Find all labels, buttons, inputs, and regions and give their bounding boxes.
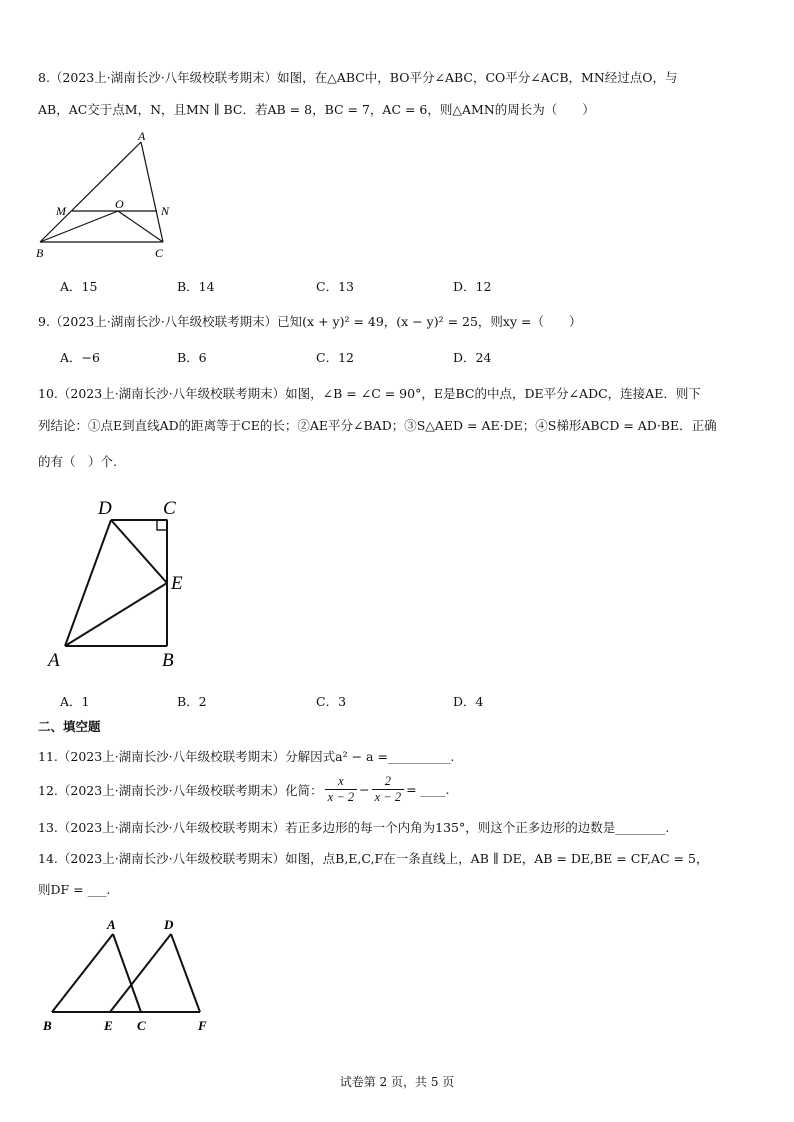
q14-label-c: C: [137, 1018, 146, 1033]
q10-choice-d[interactable]: D．4: [453, 694, 484, 709]
page-footer: 试卷第 2 页，共 5 页: [339, 1075, 455, 1089]
q8-choice-a[interactable]: A．15: [60, 279, 98, 294]
q12-frac2-numerator: 2: [372, 774, 404, 790]
q10-choice-c[interactable]: C．3: [316, 694, 347, 709]
q9-choice-c[interactable]: C．12: [316, 350, 354, 365]
q8-label-o: O: [115, 197, 124, 211]
q10-label-e: E: [171, 573, 183, 594]
q12-prefix: 12.（2023上·湖南长沙·八年级校联考期末）化简：: [38, 782, 323, 798]
q14-figure-triangles: [38, 912, 218, 1037]
q12-frac2-denominator: x − 2: [374, 790, 402, 804]
q14-label-d: D: [164, 917, 174, 932]
q8-label-a: A: [138, 129, 146, 143]
q10-figure-trapezoid: [40, 492, 200, 672]
q12-minus: −: [359, 782, 370, 797]
q8-label-b: B: [36, 246, 44, 260]
q8-choice-b[interactable]: B．14: [177, 279, 215, 294]
q12-fraction-2: [372, 774, 404, 805]
q14-stem-line2: 则DF = ___.: [38, 882, 111, 897]
q14-label-f: F: [198, 1018, 207, 1033]
q10-label-d: D: [98, 498, 112, 519]
q8-figure-triangle-amn: [30, 128, 190, 263]
q10-choice-b[interactable]: B．2: [177, 694, 207, 709]
q10-choice-a[interactable]: A．1: [60, 694, 90, 709]
q10-label-a: A: [48, 650, 60, 671]
q8-stem-line2: AB，AC交于点M，N，且MN ∥ BC．若AB = 8，BC = 7，AC = 6，则△AMN的周长为（ ）: [38, 102, 595, 117]
q8-stem-line1: 8.（2023上·湖南长沙·八年级校联考期末）如图，在△ABC中，BO平分∠ABC，CO平分∠ACB，MN经过点O，与: [38, 70, 678, 85]
q12-stem: [38, 774, 450, 805]
q13-stem: 13.（2023上·湖南长沙·八年级校联考期末）若正多边形的每一个内角为135°，则这个正多边形的边数是________.: [38, 820, 670, 835]
q14-label-e: E: [104, 1018, 113, 1033]
q12-suffix: = ____.: [406, 782, 450, 797]
q9-choice-b[interactable]: B．6: [177, 350, 207, 365]
q9-stem: 9.（2023上·湖南长沙·八年级校联考期末）已知(x + y)² = 49，(x − y)² = 25，则xy =（ ）: [38, 314, 582, 329]
q8-choice-d[interactable]: D．12: [453, 279, 492, 294]
q14-label-a: A: [107, 917, 116, 932]
q9-choice-a[interactable]: A．−6: [60, 350, 100, 365]
q9-choice-d[interactable]: D．24: [453, 350, 492, 365]
q10-stem-line3: 的有（ ）个.: [38, 454, 117, 469]
q14-stem-line1: 14.（2023上·湖南长沙·八年级校联考期末）如图，点B,E,C,F在一条直线上，AB ∥ DE，AB = DE,BE = CF,AC = 5，: [38, 851, 709, 866]
q8-label-n: N: [161, 204, 170, 218]
section-title-fill-in: 二、填空题: [38, 719, 101, 734]
q8-label-c: C: [155, 246, 164, 260]
q10-label-c: C: [163, 498, 176, 519]
q12-frac1-numerator: x: [325, 774, 357, 790]
q11-stem: 11.（2023上·湖南长沙·八年级校联考期末）分解因式a² − a =__________.: [38, 749, 455, 764]
q12-fraction-1: [325, 774, 357, 805]
q12-frac1-denominator: x − 2: [327, 790, 355, 804]
q10-stem-line2: 列结论：①点E到直线AD的距离等于CE的长；②AE平分∠BAD；③S△AED = AE·DE；④S梯形ABCD = AD·BE．正确: [38, 418, 717, 433]
q8-label-m: M: [56, 204, 66, 218]
q10-label-b: B: [162, 650, 174, 671]
q8-choice-c[interactable]: C．13: [316, 279, 354, 294]
q14-label-b: B: [43, 1018, 52, 1033]
q10-stem-line1: 10.（2023上·湖南长沙·八年级校联考期末）如图，∠B = ∠C = 90°，E是BC的中点，DE平分∠ADC，连接AE．则下: [38, 386, 701, 401]
